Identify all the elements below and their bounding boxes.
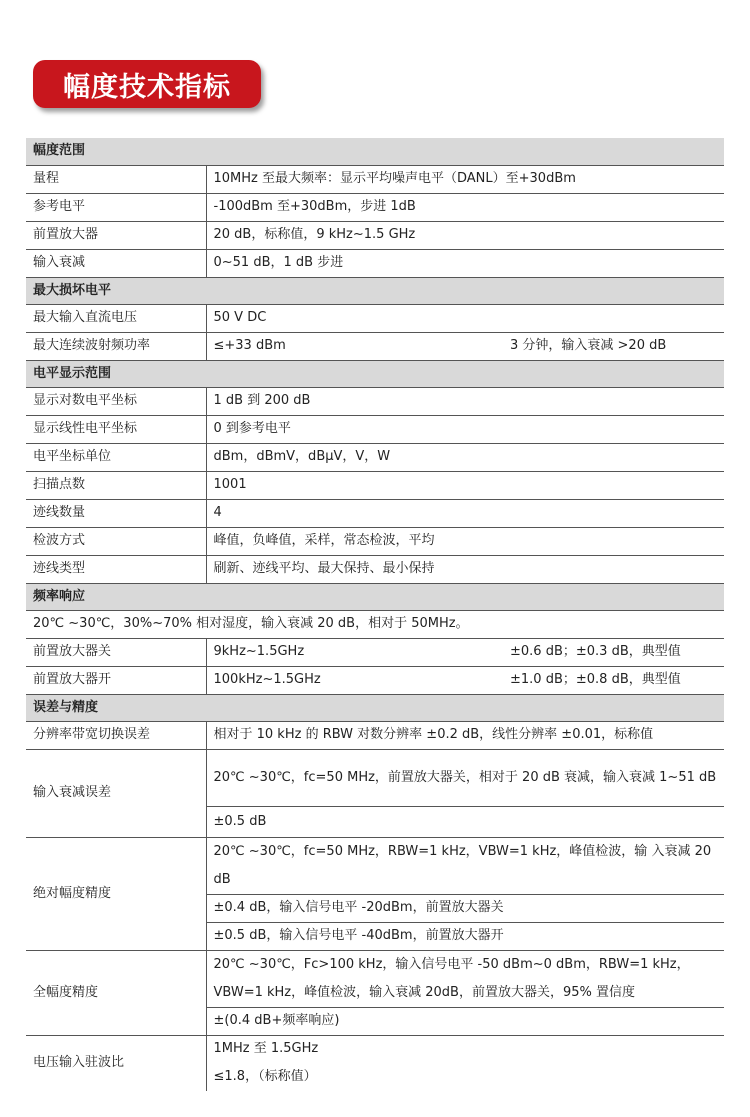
condition-note: 20℃ ~30℃，30%~70% 相对湿度，输入衰减 20 dB，相对于 50MHz。 <box>26 610 724 638</box>
row-value: 20℃ ~30℃，fc=50 MHz，RBW=1 kHz，VBW=1 kHz，峰值检波，输 入衰减 20 dB <box>206 837 724 894</box>
row-label: 参考电平 <box>26 193 206 221</box>
table-row <box>26 193 724 221</box>
table-row <box>26 666 724 694</box>
table-row <box>26 332 724 360</box>
row-label: 前置放大器 <box>26 221 206 249</box>
row-value: 4 <box>206 499 724 527</box>
row-label: 电平坐标单位 <box>26 443 206 471</box>
section-header <box>26 360 724 387</box>
row-label: 前置放大器开 <box>26 666 206 694</box>
table-row <box>26 638 724 666</box>
row-note: ±1.0 dB；±0.8 dB，典型值 <box>503 666 724 694</box>
table-row <box>26 610 724 638</box>
table-row <box>26 165 724 193</box>
row-value: 刷新、迹线平均、最大保持、最小保持 <box>206 555 724 583</box>
table-row <box>26 221 724 249</box>
row-value: ±(0.4 dB+频率响应) <box>206 1007 724 1035</box>
section-title: 频率响应 <box>26 583 206 610</box>
amplitude-spec-table <box>26 138 724 1091</box>
row-label: 迹线类型 <box>26 555 206 583</box>
table-row <box>26 950 724 1007</box>
row-label: 输入衰减误差 <box>26 749 206 837</box>
table-row <box>26 555 724 583</box>
row-value: 1MHz 至 1.5GHz <box>213 1041 319 1057</box>
row-label: 前置放大器关 <box>26 638 206 666</box>
section-header <box>26 277 724 304</box>
table-row <box>26 249 724 277</box>
table-row <box>26 1035 724 1063</box>
table-row <box>26 471 724 499</box>
table-row <box>26 443 724 471</box>
row-value: 峰值，负峰值，采样，常态检波，平均 <box>206 527 724 555</box>
row-value: ≤+33 dBm <box>206 332 503 360</box>
row-label: 迹线数量 <box>26 499 206 527</box>
table-row <box>26 837 724 894</box>
row-value: ±0.5 dB <box>206 806 724 837</box>
row-note: ±0.6 dB；±0.3 dB，典型值 <box>503 638 724 666</box>
row-label: 最大连续波射频功率 <box>26 332 206 360</box>
row-label: 电压输入驻波比 <box>26 1035 206 1091</box>
row-value: ±0.4 dB，输入信号电平 -20dBm，前置放大器关 <box>206 894 724 922</box>
row-value: ≤1.8，（标称值） <box>213 1069 317 1084</box>
row-value: 100kHz~1.5GHz <box>206 666 503 694</box>
row-value: 0~51 dB，1 dB 步进 <box>206 249 724 277</box>
row-label: 扫描点数 <box>26 471 206 499</box>
row-value: 0 到参考电平 <box>206 415 724 443</box>
row-value: dBm，dBmV，dBμV，V，W <box>206 443 724 471</box>
section-header <box>26 694 724 721</box>
row-value: 20℃ ~30℃，Fc>100 kHz，输入信号电平 -50 dBm~0 dBm，RBW=1 kHz，VBW=1 kHz，峰值检波，输入衰减 20dB，前置放大器关，95% 置信度 <box>206 950 724 1007</box>
row-value: 1 dB 到 200 dB <box>206 387 724 415</box>
row-label: 绝对幅度精度 <box>26 837 206 950</box>
section-title: 电平显示范围 <box>26 360 206 387</box>
section-title-badge: 幅度技术指标 <box>33 60 261 108</box>
section-header <box>26 583 724 610</box>
row-label: 显示线性电平坐标 <box>26 415 206 443</box>
table-row <box>26 304 724 332</box>
row-value: 20 dB，标称值，9 kHz~1.5 GHz <box>206 221 724 249</box>
table-row <box>26 721 724 749</box>
row-value: 9kHz~1.5GHz <box>206 638 503 666</box>
row-value: 20℃ ~30℃，fc=50 MHz，前置放大器关，相对于 20 dB 衰减，输入衰减 1~51 dB <box>206 749 724 806</box>
row-value: 50 V DC <box>206 304 503 332</box>
row-value: 相对于 10 kHz 的 RBW 对数分辨率 ±0.2 dB，线性分辨率 ±0.01，标称值 <box>206 721 724 749</box>
table-row <box>26 415 724 443</box>
section-title: 最大损坏电平 <box>26 277 206 304</box>
row-value: 10MHz 至最大频率：显示平均噪声电平（DANL）至+30dBm <box>206 165 724 193</box>
row-label: 检波方式 <box>26 527 206 555</box>
row-label: 分辨率带宽切换误差 <box>26 721 206 749</box>
row-label: 显示对数电平坐标 <box>26 387 206 415</box>
row-label: 最大输入直流电压 <box>26 304 206 332</box>
row-label: 输入衰减 <box>26 249 206 277</box>
table-row <box>26 749 724 806</box>
row-note <box>503 304 724 332</box>
row-label: 量程 <box>26 165 206 193</box>
row-label: 全幅度精度 <box>26 950 206 1035</box>
row-value: -100dBm 至+30dBm，步进 1dB <box>206 193 724 221</box>
section-title: 误差与精度 <box>26 694 206 721</box>
row-value: ±0.5 dB，输入信号电平 -40dBm，前置放大器开 <box>206 922 724 950</box>
row-note: 3 分钟，输入衰减 >20 dB <box>503 332 724 360</box>
table-row <box>26 527 724 555</box>
section-title: 幅度范围 <box>26 138 206 165</box>
row-value: 1001 <box>206 471 724 499</box>
section-header <box>26 138 724 165</box>
table-row <box>26 387 724 415</box>
table-row <box>26 499 724 527</box>
